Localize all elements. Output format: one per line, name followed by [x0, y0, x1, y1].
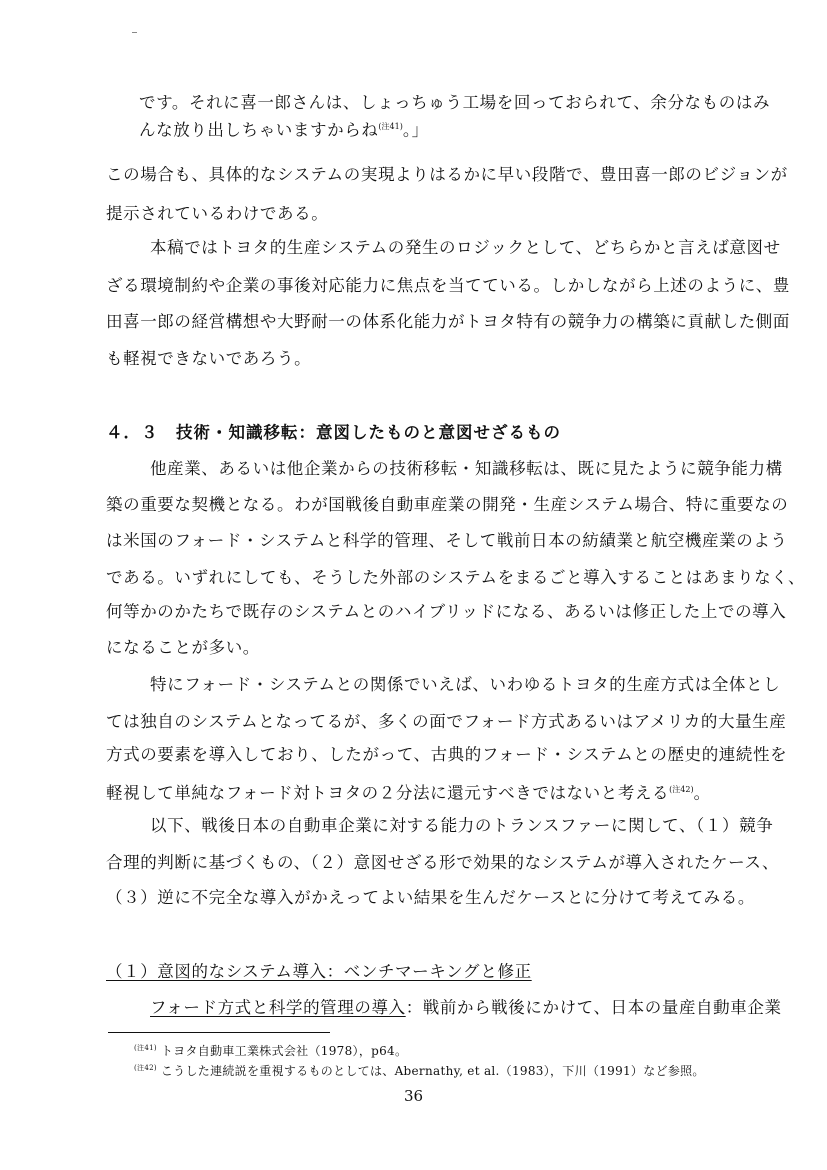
scan-mark — [132, 32, 137, 33]
body-line: フォード方式と科学的管理の導入：戦前から戦後にかけて、日本の量産自動車企業 — [150, 998, 782, 1017]
body-line: である。いずれにしても、そうした外部のシステムをまるごと導入することはあまりなく、 — [106, 568, 806, 587]
body-line: 特にフォード・システムとの関係でいえば、いわゆるトヨタ的生産方式は全体とし — [150, 675, 781, 694]
body-line: 他産業、あるいは他企業からの技術移転・知識移転は、既に見たように競争能力構 — [150, 459, 783, 478]
body-line: 何等かのかたちで既存のシステムとのハイブリッドになる、あるいは修正した上での導入 — [106, 602, 787, 621]
body-line: この場合も、具体的なシステムの実現よりはるかに早い段階で、豊田喜一郎のビジョンが — [106, 165, 788, 184]
underlined-phrase: フォード方式と科学的管理の導入 — [150, 998, 406, 1017]
footnote-mark: (注42) — [134, 1064, 157, 1072]
body-line: 合理的判断に基づくもの、（２）意図せざる形で効果的なシステムが導入されたケース、 — [106, 853, 780, 872]
body-line: 本稿ではトヨタ的生産システムの発生のロジックとして、どちらかと言えば意図せ — [150, 238, 781, 257]
footnote-rule — [108, 1032, 330, 1033]
footnote-ref: (注42) — [669, 785, 694, 794]
subsection-heading: （１）意図的なシステム導入：ベンチマーキングと修正 — [106, 962, 532, 981]
footnote: $^{(注41)}$ トヨタ自動車工業株式会社（1978），p64。 — [134, 1044, 408, 1058]
body-line: ざる環境制約や企業の事後対応能力に焦点を当てている。しかしながら上述のように、豊 — [106, 276, 790, 295]
body-line: ては独自のシステムとなってるが、多くの面でフォード方式あるいはアメリカ的大量生産 — [106, 712, 787, 731]
page-number: 36 — [403, 1087, 424, 1105]
body-line: は米国のフォード・システムと科学的管理、そして戦前日本の紡績業と航空機産業のよう — [106, 531, 788, 550]
section-heading: ４．３ 技術・知識移転：意図したものと意図せざるもの — [106, 423, 561, 442]
body-line: 提示されているわけである。 — [106, 204, 329, 223]
body-line: も軽視できないであろう。 — [106, 349, 312, 368]
body-line: 田喜一郎の経営構想や大野耐一の体系化能力がトヨタ特有の競争力の構築に貢献した側面 — [106, 312, 790, 331]
footnote: $^{(注42)}$ こうした連続説を重視するものとしては、Abernathy, et al.（1983），下川（1991）など参照。 — [134, 1064, 705, 1078]
body-line: 以下、戦後日本の自動車企業に対する能力のトランスファーに関して、（１）競争 — [150, 816, 774, 835]
body-line: （３）逆に不完全な導入がかえってよい結果を生んだケースとに分けて考えてみる。 — [106, 888, 755, 907]
footnote-mark: (注41) — [134, 1044, 157, 1052]
body-line: 築の重要な契機となる。わが国戦後自動車産業の開発・生産システム場合、特に重要なの — [106, 495, 789, 514]
body-line: になることが多い。 — [106, 638, 260, 657]
quote-line: です。それに喜一郎さんは、しょっちゅう工場を回っておられて、余分なものはみ — [139, 93, 771, 112]
body-line: 軽視して単純なフォード対トヨタの２分法に還元すべきではないと考える$^{(注42)}$。 — [106, 783, 711, 803]
quote-line: んな放り出しちゃいますからね$^{(注41)}$。」 — [139, 120, 429, 140]
footnote-ref: (注41) — [378, 122, 403, 131]
body-line: 方式の要素を導入しており、したがって、古典的フォード・システムとの歴史的連続性を — [106, 745, 788, 764]
